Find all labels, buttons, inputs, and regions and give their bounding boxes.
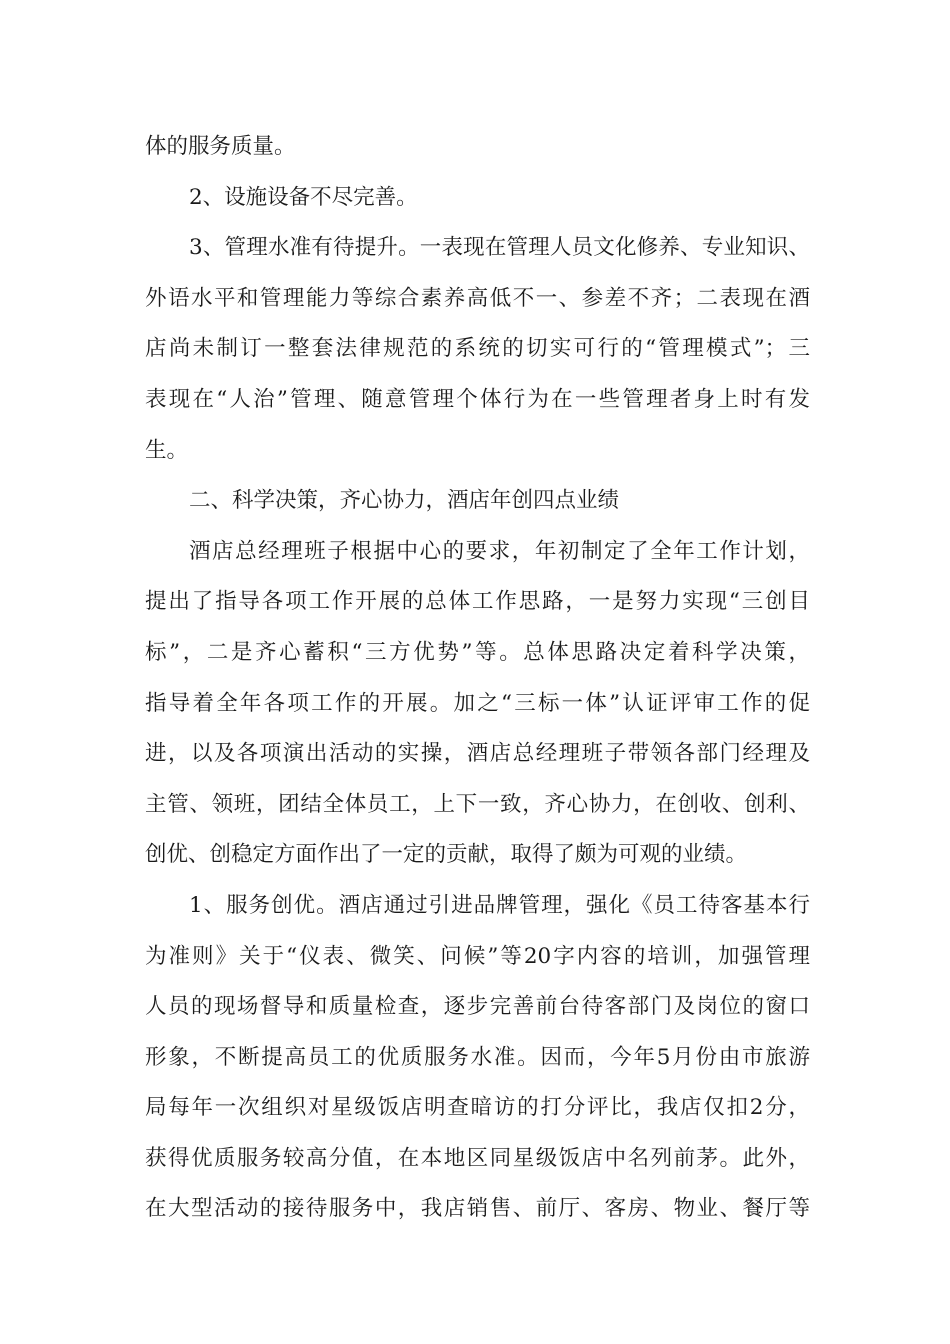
document-body [145, 122, 810, 1235]
text-line: 在大型活动的接待服务中，我店销售、前厅、客房、物业、餐厅等 [145, 1196, 810, 1222]
text-line: 3、管理水准有待提升。一表现在管理人员文化修养、专业知识、 [189, 235, 810, 261]
text-line: 生。 [145, 437, 189, 463]
section-heading: 二、科学决策，齐心协力，酒店年创四点业绩 [189, 488, 620, 514]
text-line: 人员的现场督导和质量检查，逐步完善前台待客部门及岗位的窗口 [145, 994, 810, 1020]
text-line: 标”，二是齐心蓄积“三方优势”等。总体思路决定着科学决策， [145, 639, 810, 665]
text-line: 为准则》关于“仪表、微笑、问候”等20字内容的培训，加强管理 [145, 943, 810, 969]
text-line: 表现在“人治”管理、随意管理个体行为在一些管理者身上时有发 [145, 386, 810, 412]
text-line: 1、服务创优。酒店通过引进品牌管理，强化《员工待客基本行 [189, 892, 810, 918]
list-item-heading: 2、设施设备不尽完善。 [189, 184, 418, 210]
text-line: 指导着全年各项工作的开展。加之“三标一体”认证评审工作的促 [145, 690, 810, 716]
text-line: 形象，不断提高员工的优质服务水准。因而，今年5月份由市旅游 [145, 1044, 810, 1070]
text-line: 创优、创稳定方面作出了一定的贡献，取得了颇为可观的业绩。 [145, 842, 748, 868]
text-line: 外语水平和管理能力等综合素养高低不一、参差不齐；二表现在酒 [145, 285, 810, 311]
text-line: 主管、领班，团结全体员工，上下一致，齐心协力，在创收、创利、 [145, 791, 810, 817]
text-line: 店尚未制订一整套法律规范的系统的切实可行的“管理模式”；三 [145, 336, 810, 362]
text-line: 局每年一次组织对星级饭店明查暗访的打分评比，我店仅扣2分， [145, 1095, 810, 1121]
text-line: 提出了指导各项工作开展的总体工作思路，一是努力实现“三创目 [145, 589, 810, 615]
text-line: 体的服务质量。 [145, 134, 296, 159]
text-line: 酒店总经理班子根据中心的要求，年初制定了全年工作计划， [189, 538, 810, 564]
text-line: 进，以及各项演出活动的实操，酒店总经理班子带领各部门经理及 [145, 741, 810, 767]
text-line: 获得优质服务较高分值，在本地区同星级饭店中名列前茅。此外， [145, 1145, 810, 1171]
